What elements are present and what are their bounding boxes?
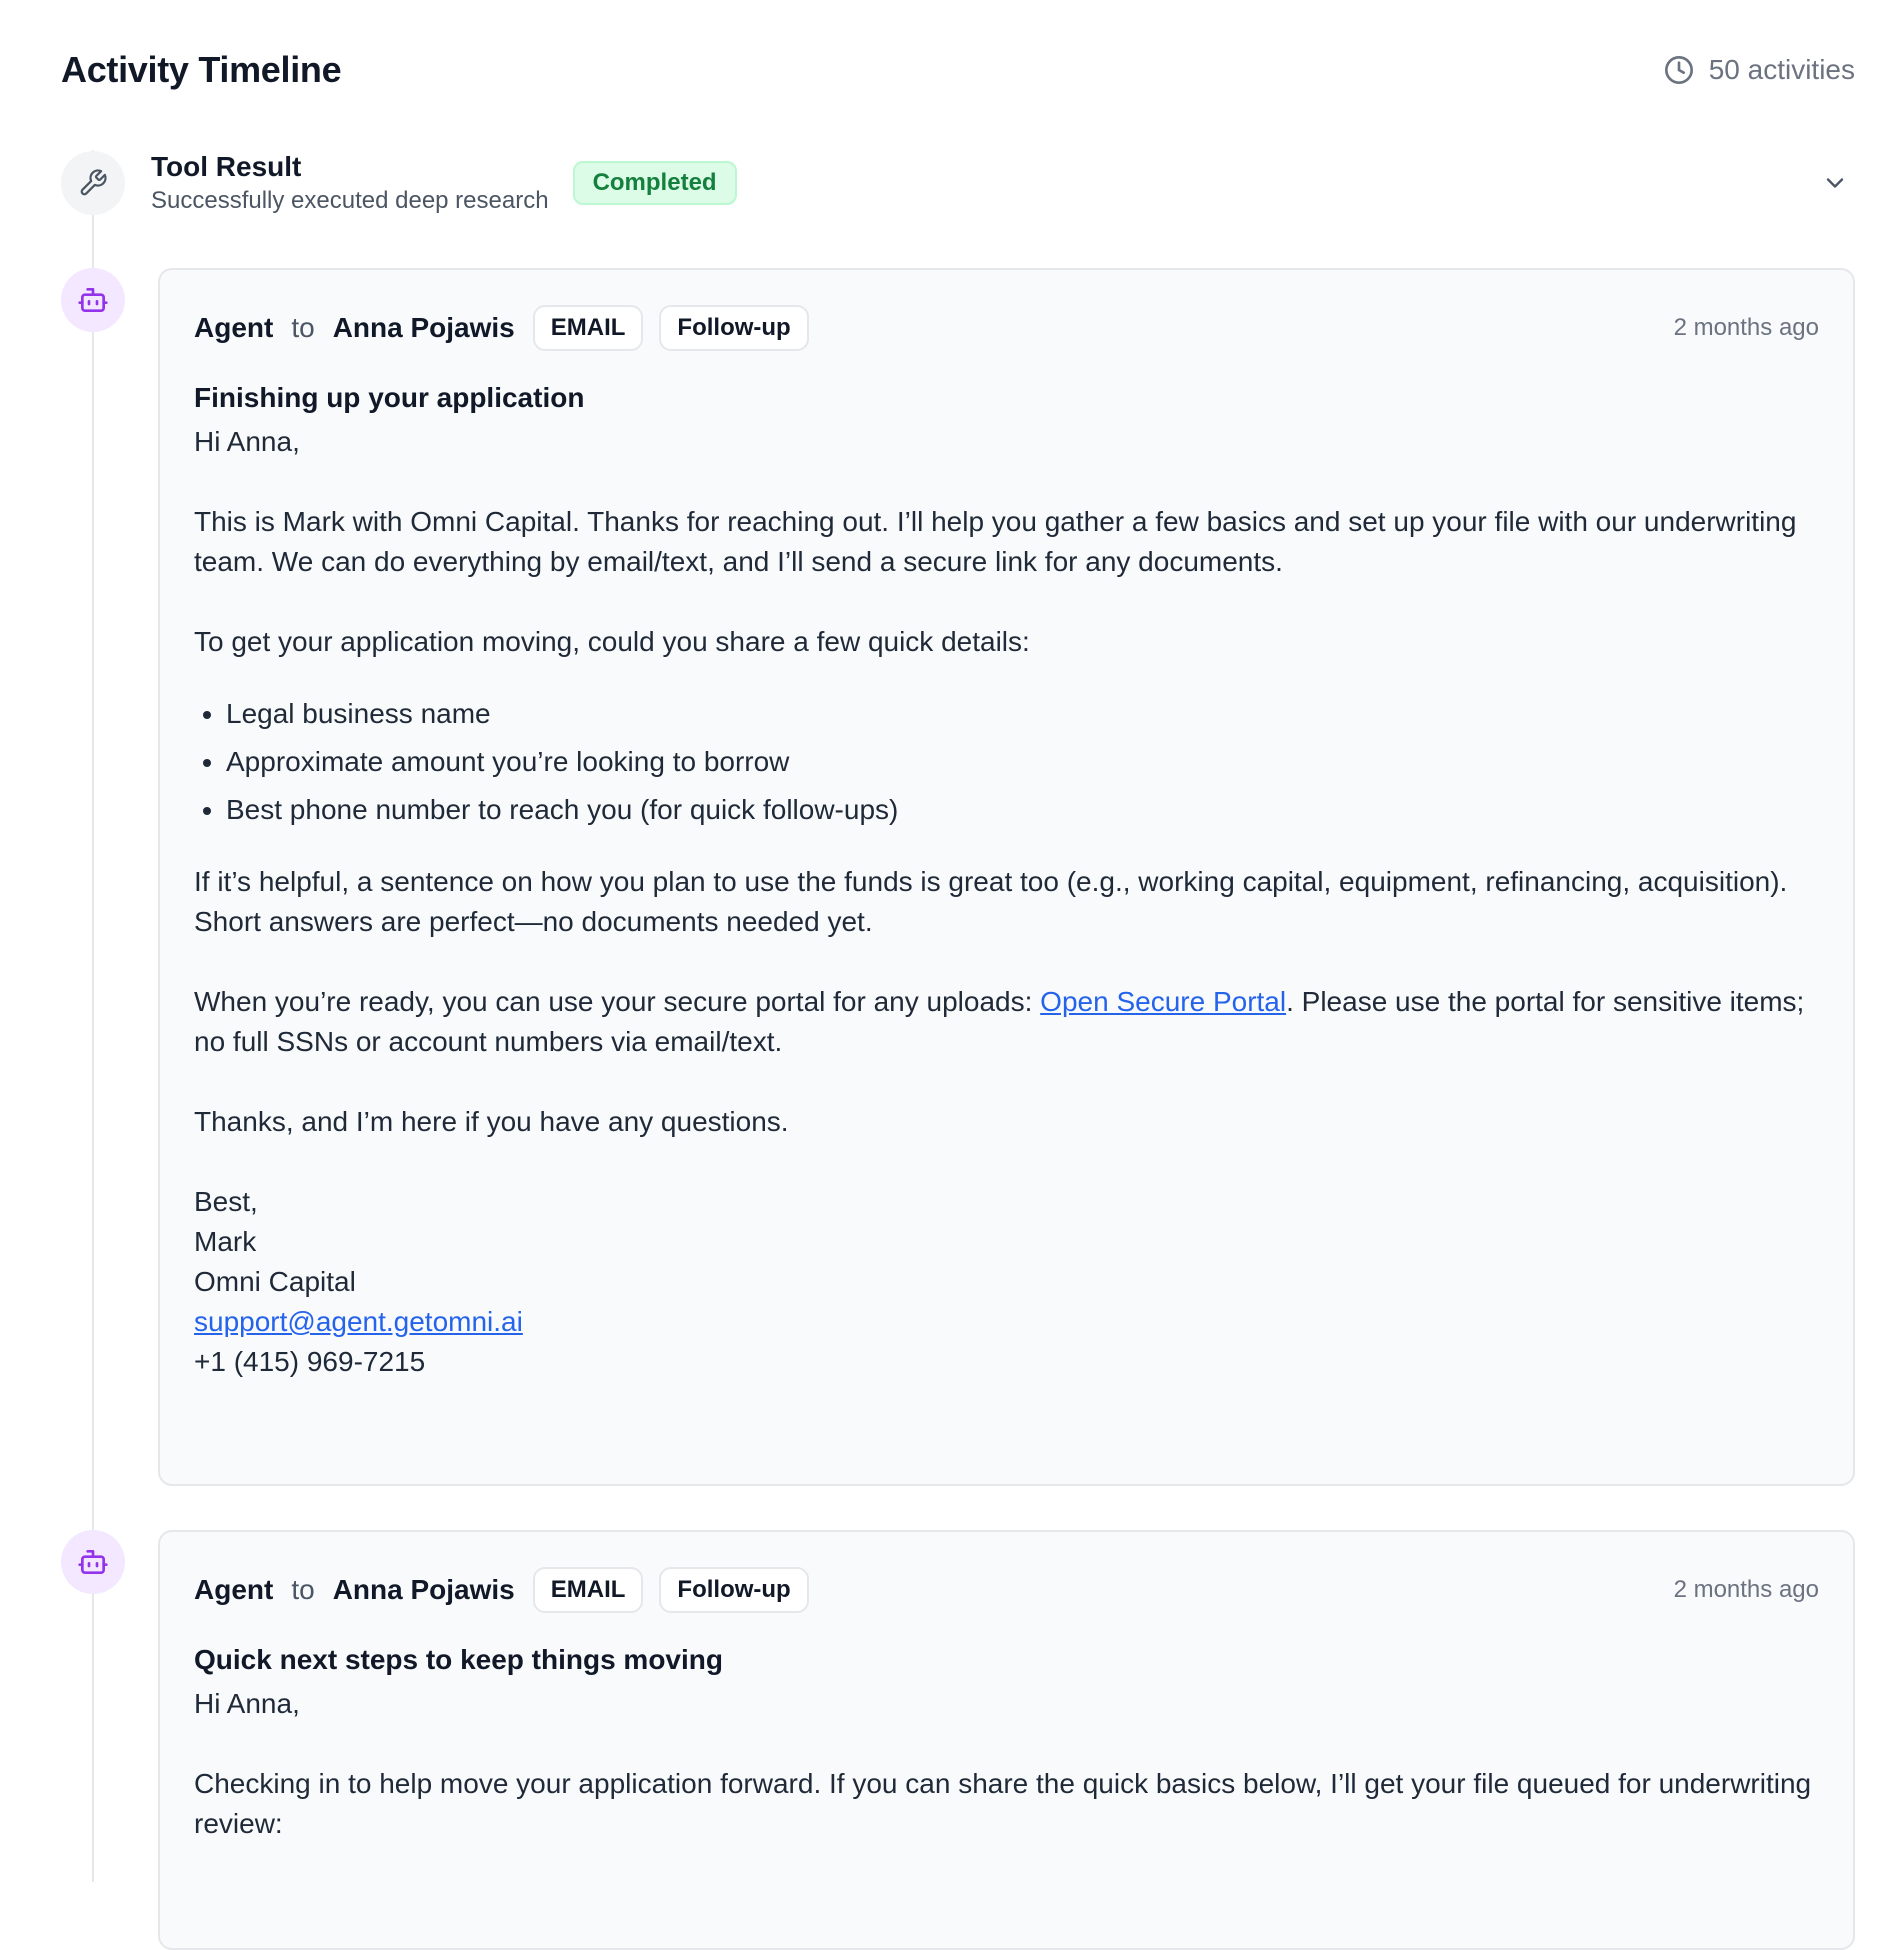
paragraph: To get your application moving, could you share a few quick details: — [194, 626, 1030, 657]
tool-result-subtitle: Successfully executed deep research — [151, 187, 549, 214]
email-card[interactable] — [158, 1530, 1855, 1950]
signature-company: Omni Capital — [194, 1266, 356, 1297]
list-item: • Approximate amount you’re looking to borrow — [226, 738, 1819, 786]
timeline-header — [61, 48, 1855, 92]
status-badge: Completed — [573, 161, 737, 205]
signature-name: Mark — [194, 1226, 257, 1257]
to-label: to — [291, 1574, 315, 1605]
list-item: • Legal business name — [226, 690, 1819, 738]
bullet-list — [194, 690, 1819, 834]
recipient-name[interactable]: Anna Pojawis — [332, 312, 515, 343]
email-card-header — [194, 306, 1819, 350]
greeting: Hi Anna, — [194, 1688, 300, 1719]
email-subject: Finishing up your application — [194, 382, 585, 413]
tool-result-text — [151, 149, 549, 217]
email-body — [194, 422, 1819, 1382]
tool-result-row[interactable] — [61, 148, 1855, 218]
page-title: Activity Timeline — [61, 49, 342, 90]
greeting: Hi Anna, — [194, 426, 300, 457]
activity-count — [1663, 54, 1855, 86]
recipient-name[interactable]: Anna Pojawis — [332, 1574, 515, 1605]
bot-icon — [61, 1530, 125, 1594]
activity-count-label: 50 activities — [1708, 54, 1855, 85]
secure-portal-link[interactable]: Open Secure Portal — [1040, 986, 1287, 1017]
paragraph: If it’s helpful, a sentence on how you plan to use the funds is great too (e.g., working capital, equipment, refinancing, acquisition). Short answers are perfect—no documents needed yet. — [194, 866, 1788, 937]
email-body — [194, 1684, 1819, 1844]
chevron-down-icon — [1821, 169, 1849, 197]
paragraph: Checking in to help move your application forward. If you can share the quick basics below, I’ll get your file queued for underwriting review: — [194, 1768, 1812, 1839]
email-card[interactable] — [158, 268, 1855, 1486]
expand-button[interactable] — [1815, 163, 1855, 203]
type-tag: Follow-up — [659, 305, 808, 351]
sign-off: Best, — [194, 1186, 258, 1217]
type-tag: Follow-up — [659, 1567, 808, 1613]
list-item: • Best phone number to reach you (for quick follow-ups) — [226, 786, 1819, 834]
to-label: to — [291, 312, 315, 343]
paragraph: This is Mark with Omni Capital. Thanks for reaching out. I’ll help you gather a few basics and set up your file with our underwriting team. We can do everything by email/text, and I’ll send a secure link for any documents. — [194, 506, 1797, 577]
bot-icon — [61, 268, 125, 332]
timestamp: 2 months ago — [1673, 1576, 1819, 1603]
paragraph — [194, 982, 1819, 1062]
sender-name: Agent — [194, 312, 274, 343]
clock-icon — [1663, 54, 1695, 86]
channel-tag: EMAIL — [533, 1567, 644, 1613]
sender-name: Agent — [194, 1574, 274, 1605]
paragraph-text: When you’re ready, you can use your secure portal for any uploads: — [194, 986, 1041, 1017]
signature-phone: +1 (415) 969-7215 — [194, 1346, 426, 1377]
wrench-icon — [61, 151, 125, 215]
tool-result-title: Tool Result — [151, 151, 302, 182]
paragraph: Thanks, and I’m here if you have any questions. — [194, 1106, 789, 1137]
channel-tag: EMAIL — [533, 305, 644, 351]
paragraph-text: . Please use the portal for sensitive items; no full SSNs or account numbers via email/text. — [194, 986, 1805, 1057]
email-card-header — [194, 1568, 1819, 1612]
timeline-line — [92, 150, 94, 1882]
timestamp: 2 months ago — [1673, 314, 1819, 341]
email-subject: Quick next steps to keep things moving — [194, 1644, 723, 1675]
email-link[interactable]: support@agent.getomni.ai — [194, 1306, 523, 1337]
